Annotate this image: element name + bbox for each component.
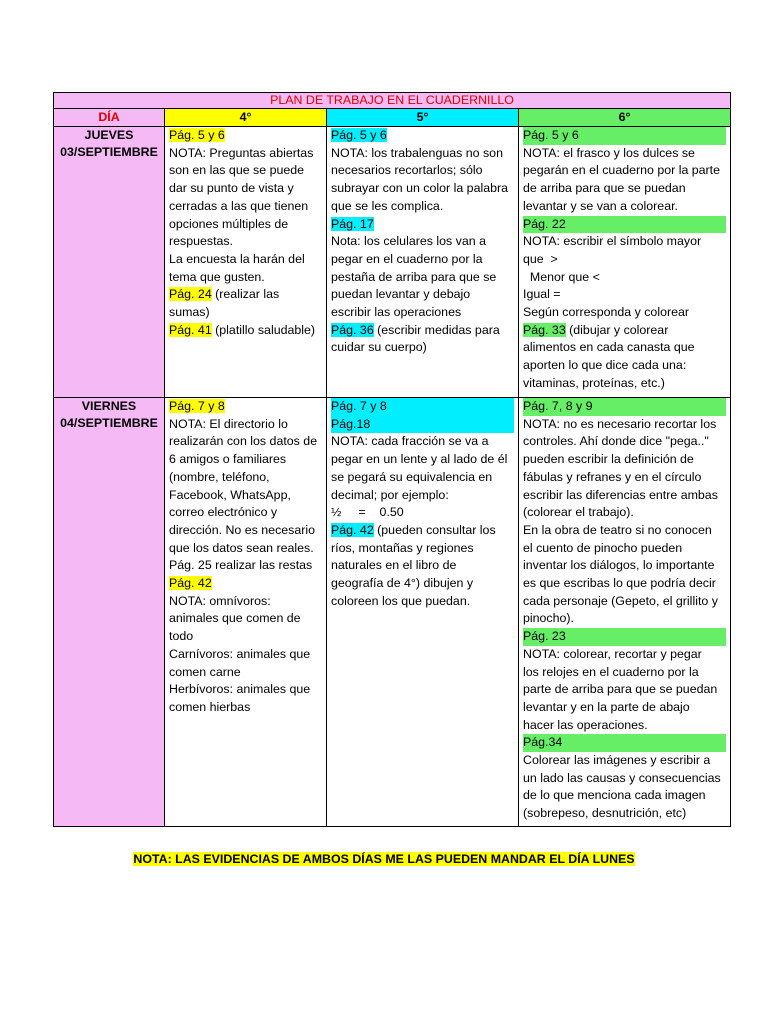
note-line: opciones múltiples de [169,216,289,231]
page-ref: Pág. 7, 8 y 9 [523,398,726,416]
note-line: naturales en el libro de [331,558,457,573]
note-line: todo [169,629,194,644]
note-line: La encuesta la harán del [169,251,305,266]
note-line: cuidar su cuerpo) [331,340,427,355]
note-text: (platillo saludable) [211,322,316,337]
footer-note [0,852,768,866]
note-line: pegarán en el cuaderno por la parte [523,163,721,178]
note-line: NOTA: omnívoros: [169,593,271,608]
note-line: Pág. 25 realizar las restas [169,558,313,573]
note-line: (colorear el trabajo). [523,505,634,520]
day-date: 03/SEPTIEMBRE [60,145,158,159]
note-line: comen hierbas [169,699,251,714]
note-line: comen carne [169,664,241,679]
note-line: se pegará su equivalencia en [331,469,493,484]
note-line: animales que comen de [169,611,301,626]
note-line: de lo que menciona cada imagen [523,788,706,803]
note-line: dirección. No es necesario [169,522,316,537]
note-line: puedan levantar y debajo [331,287,471,302]
note-line: levantar y se van a colorear. [523,198,678,213]
note-line: Igual = [523,287,561,302]
note-line: decimal; por ejemplo: [331,487,449,502]
note-line: cerradas a las que tienen [169,198,309,213]
note-line: (sobrepeso, desnutrición, etc) [523,806,687,821]
day-name: VIERNES [81,399,137,413]
note-line: ½ = 0.50 [331,505,404,520]
note-line: correo electrónico y [169,505,278,520]
page-ref: Pág. 41 [169,322,212,337]
note-line: 6 amigos o familiares [169,452,287,467]
note-line: NOTA: escribir el símbolo mayor [523,234,702,249]
page-ref: Pág. 33 [523,322,566,337]
header-row [54,109,731,127]
footer-note-text: NOTA: LAS EVIDENCIAS DE AMBOS DÍAS ME LAS PUEDEN MANDAR EL DÍA LUNES [133,852,635,866]
note-line: hacer las operaciones. [523,717,648,732]
page-ref: Pág. 7 y 8 [169,399,225,413]
note-line: aporten lo que dice cada una: [523,358,687,373]
note-line: Carnívoros: animales que [169,646,311,661]
note-line: de arriba para que se puedan [523,181,686,196]
header-day: DÍA [54,109,165,127]
table-title: PLAN DE TRABAJO EN EL CUADERNILLO [54,93,731,109]
page-ref: Pág.34 [523,734,726,752]
table-row [54,127,731,398]
note-line: (nombre, teléfono, [169,469,270,484]
note-line: controles. Ahí donde dice "pega.." [523,434,709,449]
day-cell-thursday [54,127,165,398]
note-line: pegar en el cuaderno por la [331,251,483,266]
page-ref: Pág. 22 [523,216,726,234]
note-line: que > [523,251,558,266]
page-ref: Pág. 7 y 8 [331,398,514,416]
page-ref: Pág.18 [331,416,514,434]
note-line: Menor que < [523,269,600,284]
note-line: pinocho). [523,611,574,626]
note-line: NOTA: los trabalenguas no son [331,145,503,160]
note-line: Colorear las imágenes y escribir a [523,753,711,768]
header-grade-6: 6° [519,109,731,127]
note-line: vitaminas, proteínas, etc.) [523,375,665,390]
note-line: realizarán con los datos de [169,434,318,449]
note-text: (realizar las [211,287,280,302]
grade-5-cell [327,398,519,827]
table-row [54,398,731,827]
note-line: necesarios recortarlos; sólo [331,163,483,178]
note-text: (dibujar y colorear [565,322,669,337]
note-line: inventar los diálogos, lo importante [523,558,715,573]
page-ref: Pág. 5 y 6 [169,128,225,142]
note-line: NOTA: no es necesario recortar los [523,416,717,431]
note-text: (pueden consultar los [373,522,496,537]
note-line: escribir las diferencias entre ambas [523,487,718,502]
note-line: pestaña de arriba para que se [331,269,497,284]
table-title-row [54,93,731,109]
note-line: alimentos en cada canasta que [523,340,695,355]
note-line: NOTA: Preguntas abiertas [169,145,314,160]
page-ref: Pág. 36 [331,322,374,337]
note-line: un lado las causas y consecuencias [523,770,721,785]
grade-4-cell [165,398,327,827]
note-line: levantar y en la parte de abajo [523,699,690,714]
note-line: respuestas. [169,234,234,249]
day-cell-friday [54,398,165,827]
header-grade-5: 5° [327,109,519,127]
day-name: JUEVES [84,128,134,142]
note-line: Según corresponda y colorear [523,305,689,320]
note-line: tema que gusten. [169,269,265,284]
note-line: ríos, montañas y regiones [331,540,474,555]
note-line: geografía de 4°) dibujen y [331,576,474,591]
note-line: cada personaje (Gepeto, el grillito y [523,593,718,608]
note-line: NOTA: colorear, recortar y pegar [523,646,702,661]
note-line: pueden escribir la definición de [523,452,694,467]
page-ref: Pág. 42 [169,576,212,591]
grade-6-cell [519,127,731,398]
page-ref: Pág. 5 y 6 [331,128,387,142]
note-line: pegar en un lente y al lado de él [331,452,508,467]
note-line: parte de arriba para que se puedan [523,682,718,697]
note-line: En la obra de teatro si no conocen [523,522,712,537]
note-line: subrayar con un color la palabra [331,181,509,196]
header-grade-4: 4° [165,109,327,127]
note-line: que los datos sean reales. [169,540,314,555]
day-date: 04/SEPTIEMBRE [60,416,158,430]
page-ref: Pág. 23 [523,628,726,646]
page-ref: Pág. 17 [331,216,374,231]
note-line: es que escribas lo que podría decir [523,576,716,591]
note-line: los relojes en el cuaderno por la [523,664,699,679]
note-line: son en las que se puede [169,163,305,178]
page-ref: Pág. 42 [331,522,374,537]
note-line: fábulas y refranes y en el círculo [523,469,702,484]
note-text: (escribir medidas para [373,322,500,337]
note-line: Facebook, WhatsApp, [169,487,291,502]
note-line: el cuento de pinocho pueden [523,540,683,555]
note-line: NOTA: El directorio lo [169,416,288,431]
note-line: escribir las operaciones [331,305,462,320]
note-line: NOTA: cada fracción se va a [331,434,489,449]
note-line: NOTA: el frasco y los dulces se [523,145,695,160]
work-plan-table [53,92,731,827]
grade-6-cell [519,398,731,827]
note-line: sumas) [169,305,210,320]
note-line: coloreen los que puedan. [331,593,471,608]
page-ref: Pág. 5 y 6 [523,127,726,145]
note-line: que se les complica. [331,198,444,213]
page-ref: Pág. 24 [169,287,212,302]
grade-4-cell [165,127,327,398]
grade-5-cell [327,127,519,398]
note-line: Herbívoros: animales que [169,682,311,697]
note-line: dar su punto de vista y [169,181,294,196]
note-line: Nota: los celulares los van a [331,234,486,249]
